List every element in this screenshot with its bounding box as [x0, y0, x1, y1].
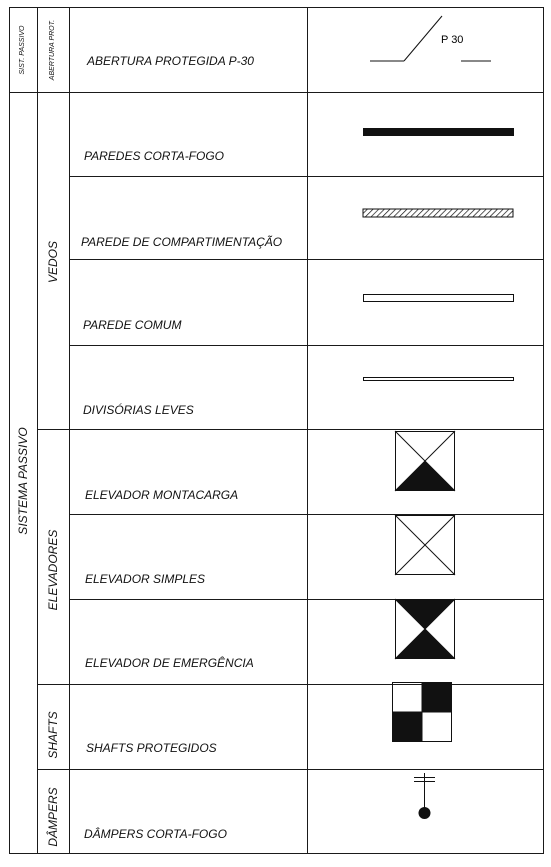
hatched-wall-symbol [363, 209, 513, 217]
damper-symbol [414, 773, 435, 819]
row-label-abertura-protegida: ABERTURA PROTEGIDA P-30 [87, 54, 254, 68]
elevator-emergency-symbol [395, 599, 455, 659]
hollow-wall-symbol [364, 295, 514, 302]
thick-wall-symbol [363, 128, 514, 136]
group-label-sistema-passivo: SISTEMA PASSIVO [16, 427, 30, 535]
column-header-abertura-prot: ABERTURA PROT. [49, 19, 56, 81]
row-label-parede-compartimentacao: PAREDE DE COMPARTIMENTAÇÃO [81, 235, 283, 249]
row-label-paredes-corta-fogo: PAREDES CORTA-FOGO [84, 149, 225, 163]
row-label-dampers-corta-fogo: DÂMPERS CORTA-FOGO [84, 827, 227, 841]
row-label-elevador-emergencia: ELEVADOR DE EMERGÊNCIA [85, 656, 254, 670]
group-label-vedos: VEDOS [46, 241, 60, 284]
row-label-elevador-montacarga: ELEVADOR MONTACARGA [85, 488, 239, 502]
p30-opening-symbol [370, 16, 491, 61]
column-header-sist-passivo: SIST. PASSIVO [19, 25, 26, 75]
elevator-freight-symbol [395, 431, 455, 491]
group-label-dampers: DÂMPERS [46, 787, 60, 847]
thin-double-line-symbol [364, 378, 514, 381]
symbols-layer [9, 7, 544, 854]
row-label-parede-comum: PAREDE COMUM [83, 318, 182, 332]
group-label-shafts: SHAFTS [46, 711, 60, 759]
row-label-shafts-protegidos: SHAFTS PROTEGIDOS [86, 741, 217, 755]
elevator-simple-symbol [395, 515, 455, 575]
group-label-elevadores: ELEVADORES [46, 529, 60, 611]
row-label-elevador-simples: ELEVADOR SIMPLES [85, 572, 206, 586]
checker-square-symbol [392, 682, 452, 742]
p30-symbol-label: P 30 [441, 34, 464, 46]
row-label-divisorias-leves: DIVISÓRIAS LEVES [83, 403, 194, 417]
